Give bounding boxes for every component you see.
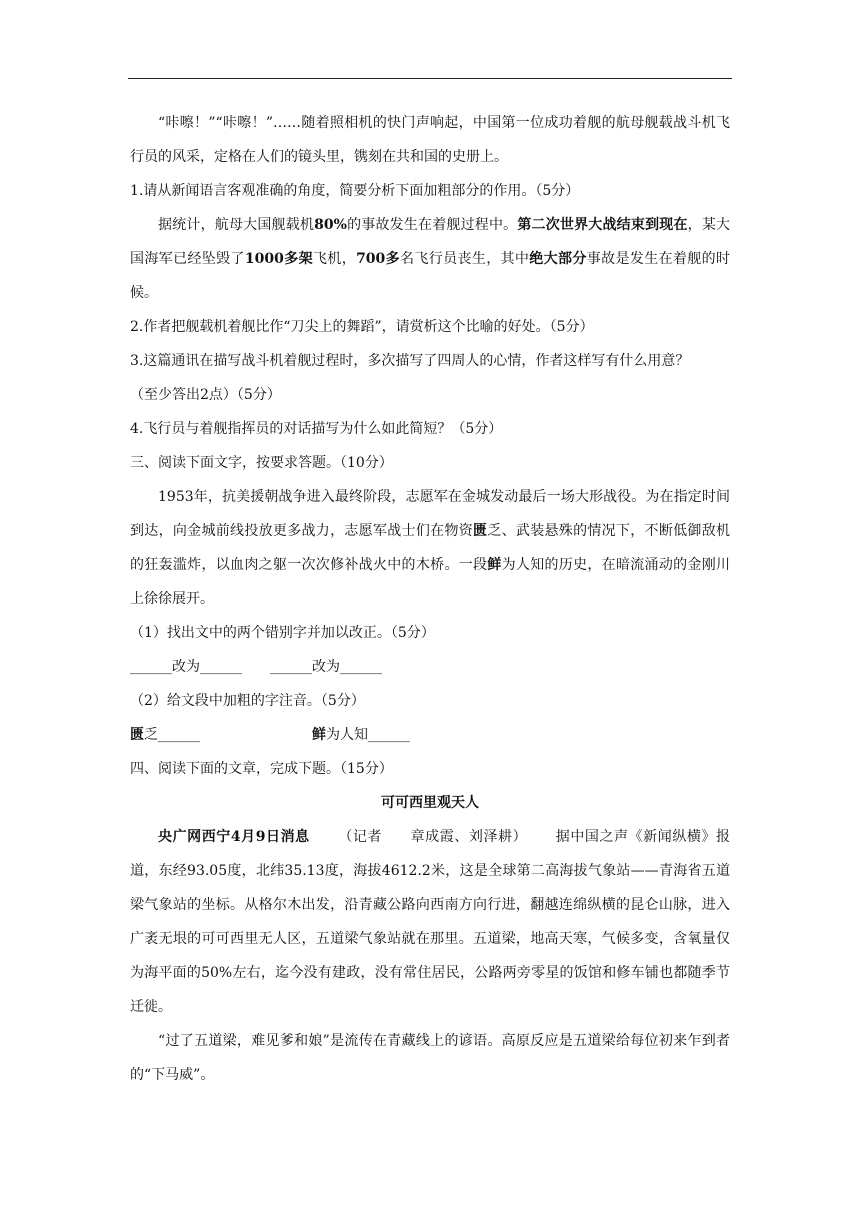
question-3: 3.这篇通讯在描写战斗机着舰过程时，多次描写了四周人的心情，作者这样写有什么用意？ （至少答出2点）（5分） xyxy=(130,353,690,403)
pinyin-blank-1[interactable]: 乏______ xyxy=(144,727,200,743)
article-paragraph-1: 央广网西宁4月9日消息 （记者 章成霞、刘泽耕） 据中国之声《新闻纵横》报道，东经93.05度，北纬35.13度，海拔4612.2米，这是全球第二高海拔气象站——青海省五道梁气象站的坐标。从格尔木出发，沿青藏公路向西南方向行进，翻越连绵纵横的昆仑山脉，进入广袤无垠的可可西里无人区，五道梁气象站就在那里。五道梁，地高天寒，气候多变，含氧量仅为海平面的50%左右，迄今没有建政，没有常住居民，公路两旁零星的饭馆和修车铺也都随季节迁徙。 xyxy=(130,829,731,1015)
intro-line-2: 战斗机飞行员的风采，定格在人们的镜头里，镌刻在共和国的史册上。 xyxy=(130,115,730,165)
bold-char-kui: 匮 xyxy=(473,523,488,539)
section-3-subquestion-1: （1）找出文中的两个错别字并加以改正。（5分） xyxy=(130,625,435,641)
correction-blanks xyxy=(130,650,730,684)
intro-paragraph xyxy=(130,106,730,174)
article-title: 可可西里观天人 xyxy=(381,795,479,811)
bold-700: 700多 xyxy=(356,251,401,267)
pinyin-blank-2[interactable]: 为人知______ xyxy=(326,727,410,743)
article-dateline: 央广网西宁4月9日消息 xyxy=(158,829,310,845)
section-4-heading: 四、阅读下面的文章，完成下题。（15分） xyxy=(130,761,393,777)
section-3-subquestion-2: （2）给文段中加粗的字注音。（5分） xyxy=(130,693,365,709)
section-3-passage: 1953年，抗美援朝战争进入最终阶段，志愿军在金城发动最后一场大形战役。为在指定时间到达，向金城前线投放更多战力，志愿军战士们在物资匮乏、武装悬殊的情况下，不断低御敌机的狂轰滥炸，以血肉之躯一次次修补战火中的木桥。一段鲜为人知的历史，在暗流涌动的金刚川上徐徐展开。 xyxy=(130,489,731,607)
bold-80-percent: 80% xyxy=(314,217,347,233)
intro-line-1: “咔嚓！”“咔嚓！”……随着照相机的快门声响起，中国第一位成功着舰的航母舰载 xyxy=(158,115,674,131)
bold-ww2-phrase: 第二次世界大战结束到现在 xyxy=(517,217,688,233)
document-body xyxy=(130,106,730,1092)
bold-majority: 绝大部分 xyxy=(529,251,587,267)
question-1: 1.请从新闻语言客观准确的角度，简要分析下面加粗部分的作用。（5分） xyxy=(130,183,580,199)
article-paragraph-2: “过了五道梁，难见爹和娘”是流传在青藏线上的谚语。高原反应是五道梁给每位初来乍到者的“下马威”。 xyxy=(130,1033,730,1083)
bold-1000-planes: 1000多架 xyxy=(244,251,313,267)
question-4: 4.飞行员与着舰指挥员的对话描写为什么如此简短？（5分） xyxy=(130,421,503,437)
header-rule xyxy=(128,78,732,79)
question-2: 2.作者把舰载机着舰比作“刀尖上的舞蹈”，请赏析这个比喻的好处。（5分） xyxy=(130,319,594,335)
section-3-heading: 三、阅读下面文字，按要求答题。（10分） xyxy=(130,455,393,471)
correction-blank-2[interactable]: ______改为______ xyxy=(270,659,382,675)
question-1-passage: 据统计，航母大国舰载机80%的事故发生在着舰过程中。第二次世界大战结束到现在，某大国海军已经坠毁了1000多架飞机，700多名飞行员丧生，其中绝大部分事故是发生在着舰的时候。 xyxy=(130,217,731,301)
correction-blank-1[interactable]: ______改为______ xyxy=(130,659,242,675)
bold-char-xian: 鲜 xyxy=(487,557,502,573)
pinyin-blanks: 匮乏______ 鲜为人知______ xyxy=(130,727,410,743)
